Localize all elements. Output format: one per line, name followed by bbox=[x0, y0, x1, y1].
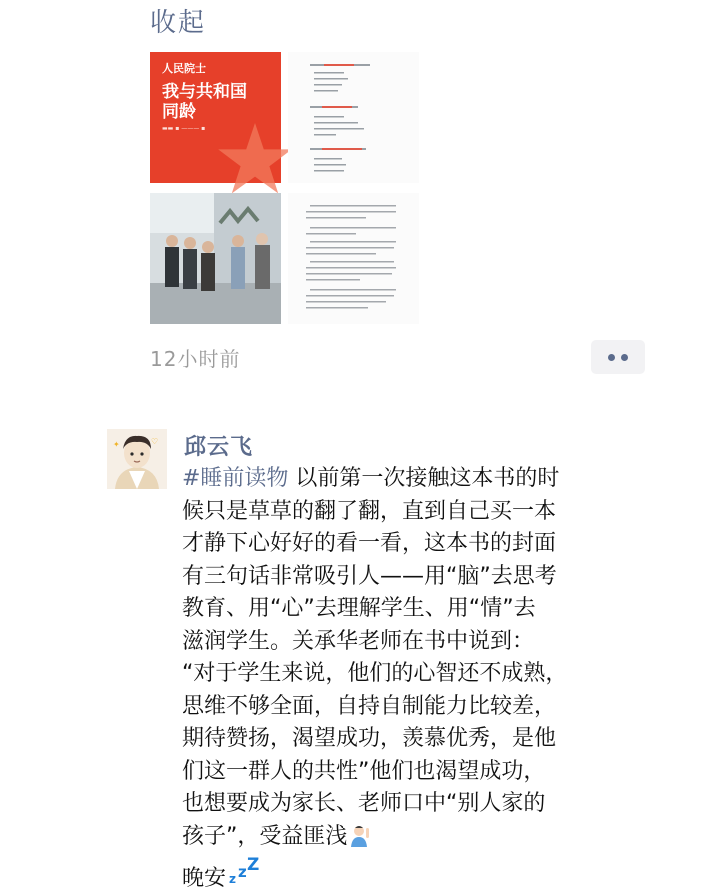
person-raising-hand-icon bbox=[349, 823, 373, 858]
post-line: 晚安 z z Z bbox=[182, 857, 602, 896]
table-of-contents-image[interactable] bbox=[288, 52, 419, 183]
svg-text:z: z bbox=[238, 863, 247, 881]
cover-publisher: 人民院士 bbox=[162, 62, 206, 75]
avatar-illustration bbox=[107, 429, 167, 489]
svg-text:♡: ♡ bbox=[151, 437, 159, 446]
more-dots-icon bbox=[621, 354, 628, 361]
post-line: 期待赞扬，渴望成功，羡慕优秀，是他 bbox=[182, 726, 557, 751]
sleeping-zzz-icon bbox=[228, 857, 258, 896]
post-timestamp: 12小时前 bbox=[150, 347, 241, 371]
post-line: 候只是草草的翻了翻，直到自己买一本 bbox=[182, 498, 557, 524]
post-line: “对于学生来说，他们的心智还不成熟， bbox=[182, 661, 568, 686]
more-actions-button[interactable] bbox=[591, 340, 645, 374]
svg-text:z: z bbox=[229, 872, 236, 886]
post-line: 才静下心好好的看一看，这本书的封面 bbox=[182, 531, 557, 556]
group-photo-illustration bbox=[150, 193, 281, 324]
hashtag-link[interactable]: #睡前读物 bbox=[182, 466, 289, 491]
toc-text-lines bbox=[288, 52, 419, 183]
cover-title: 我与共和国 同龄 bbox=[162, 82, 247, 122]
post-text bbox=[182, 463, 602, 896]
post-username[interactable]: 邱云飞 bbox=[184, 435, 254, 460]
more-dots-icon bbox=[608, 354, 615, 361]
post-line: 孩子”，受益匪浅 bbox=[182, 821, 602, 858]
group-photo-image[interactable] bbox=[150, 193, 281, 324]
page-text-lines bbox=[288, 193, 419, 324]
star-icon bbox=[215, 119, 295, 199]
svg-text:✦: ✦ bbox=[113, 440, 120, 449]
post-line: 教育、用“心”去理解学生、用“情”去 bbox=[182, 596, 536, 621]
post-line: 思维不够全面，自持自制能力比较差， bbox=[182, 693, 557, 719]
cover-author-mark: ▬▬ ▪ ——— ▪ bbox=[162, 125, 206, 132]
svg-text:Z: Z bbox=[247, 855, 260, 875]
post-line: 们这一群人的共性”他们也渴望成功， bbox=[182, 758, 546, 784]
post-line: 有三句话非常吸引人——用“脑”去思考 bbox=[182, 563, 557, 589]
collapse-link[interactable]: 收起 bbox=[150, 8, 207, 38]
book-page-image[interactable] bbox=[288, 193, 419, 324]
post-line: 也想要成为家长、老师口中“别人家的 bbox=[182, 791, 546, 816]
post-line: 滋润学生。关承华老师在书中说到： bbox=[182, 628, 535, 654]
avatar[interactable] bbox=[107, 429, 167, 489]
book-cover-image[interactable] bbox=[150, 52, 281, 183]
post-line: #睡前读物 以前第一次接触这本书的时 bbox=[182, 466, 560, 491]
